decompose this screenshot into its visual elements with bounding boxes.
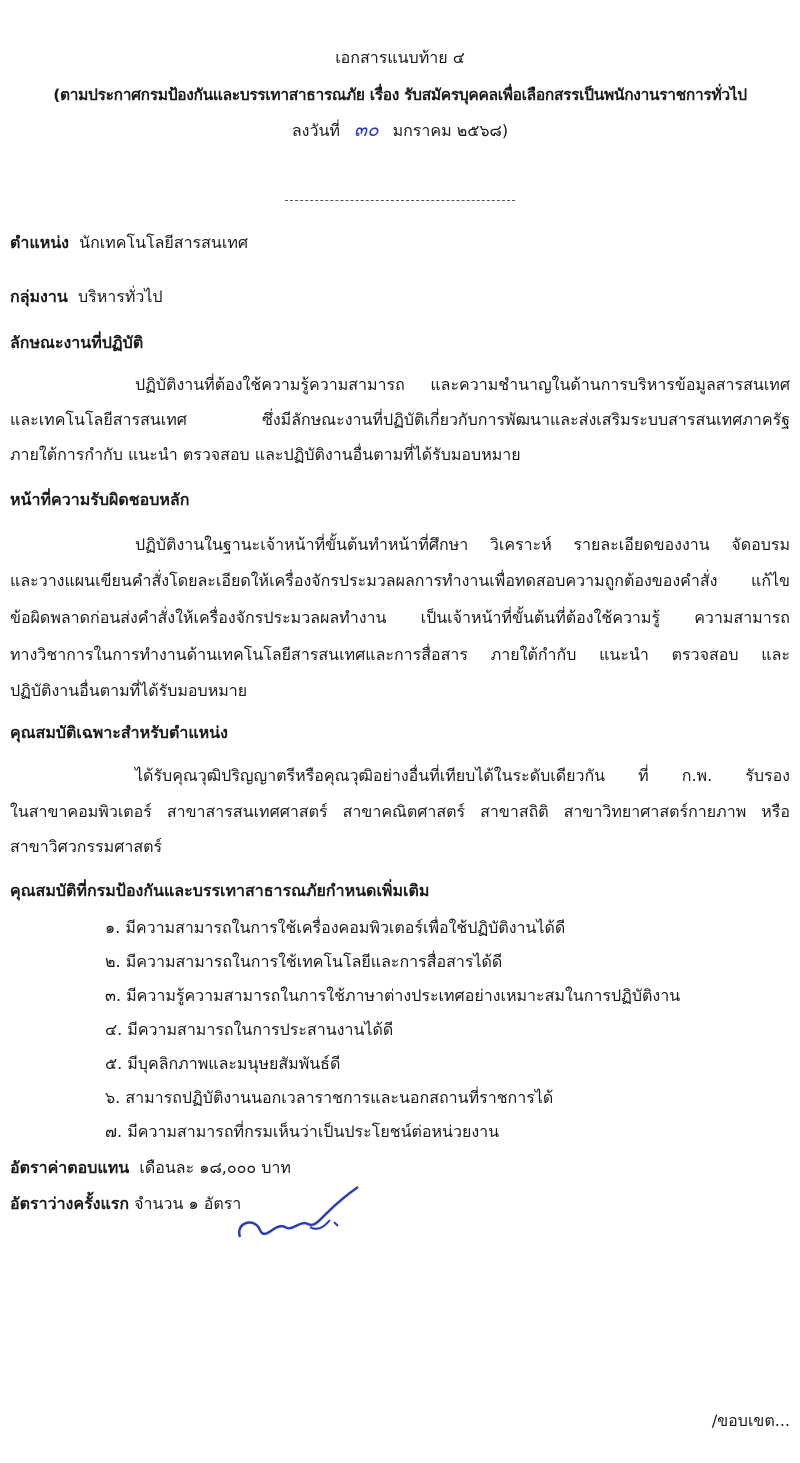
list-item: ๗. มีความสามารถที่กรมเห็นว่าเป็นประโยชน์ต่อหน่วยงาน — [105, 1122, 500, 1141]
duties-line: ทางวิชาการในการทำงานด้านเทคโนโลยีสารสนเทศและการสื่อสาร ภายใต้กำกับ แนะนำ ตรวจสอบ และ — [10, 645, 790, 664]
list-item: ๔. มีความสามารถในการประสานงานได้ดี — [105, 1020, 394, 1039]
duties-line: และวางแผนเขียนคำสั่งโดยละเอียดให้เครื่องจักรประมวลผลการทำงานเพื่อทดสอบความถูกต้องของคำสั่ง แก้ไข — [10, 571, 790, 590]
doc-subtitle: (ตามประกาศกรมป้องกันและบรรเทาสาธารณภัย เรื่อง รับสมัครบุคคลเพื่อเลือกสรรเป็นพนักงานราชการทั่วไป — [53, 86, 747, 104]
duties-line: ปฏิบัติงานในฐานะเจ้าหน้าที่ขั้นต้นทำหน้าที่ศึกษา วิเคราะห์ รายละเอียดของงาน จัดอบรม — [135, 535, 790, 554]
vacancy-label: อัตราว่างครั้งแรก — [10, 1194, 130, 1213]
salary-value: เดือนละ ๑๘,๐๐๐ บาท — [139, 1158, 291, 1177]
nature-line: ปฏิบัติงานที่ต้องใช้ความรู้ความสามารถ และความชำนาญในด้านการบริหารข้อมูลสารสนเทศ — [135, 375, 790, 394]
nature-heading: ลักษณะงานที่ปฏิบัติ — [10, 333, 144, 352]
nature-line: ภายใต้การกำกับ แนะนำ ตรวจสอบ และปฏิบัติงานอื่นตามที่ได้รับมอบหมาย — [10, 445, 521, 464]
divider — [285, 200, 515, 201]
group-value: บริหารทั่วไป — [77, 287, 163, 306]
continue-text: /ขอบเขต... — [711, 1411, 790, 1430]
qualifications-line: ได้รับคุณวุฒิปริญญาตรีหรือคุณวุฒิอย่างอื่นที่เทียบได้ในระดับเดียวกัน ที่ ก.พ. รับรอง — [135, 766, 790, 785]
position-label: ตำแหน่ง — [10, 233, 69, 252]
group-label: กลุ่มงาน — [10, 287, 68, 306]
signature — [230, 1182, 370, 1252]
duties-line: ข้อผิดพลาดก่อนส่งคำสั่งให้เครื่องจักรประมวลผลทำงาน เป็นเจ้าหน้าที่ขั้นต้นที่ต้องใช้ความรู้ ความสามารถ — [10, 608, 790, 627]
list-item: ๕. มีบุคลิกภาพและมนุษยสัมพันธ์ดี — [105, 1054, 341, 1073]
date-suffix: มกราคม ๒๕๖๘) — [392, 121, 509, 140]
position-line — [10, 232, 790, 254]
doc-title: เอกสารแนบท้าย ๔ — [335, 48, 465, 67]
list-item: ๑. มีความสามารถในการใช้เครื่องคอมพิวเตอร์เพื่อใช้ปฏิบัติงานได้ดี — [105, 918, 566, 937]
group-line — [10, 286, 790, 308]
list-item: ๖. สามารถปฏิบัติงานนอกเวลาราชการและนอกสถานที่ราชการได้ — [105, 1088, 554, 1107]
nature-line: และเทคโนโลยีสารสนเทศ ซึ่งมีลักษณะงานที่ปฏิบัติเกี่ยวกับการพัฒนาและส่งเสริมระบบสารสนเทศภาครัฐ — [10, 410, 790, 429]
list-item: ๓. มีความรู้ความสามารถในการใช้ภาษาต่างประเทศอย่างเหมาะสมในการปฏิบัติงาน — [105, 986, 681, 1005]
duties-heading: หน้าที่ความรับผิดชอบหลัก — [10, 490, 190, 509]
qualifications-line: สาขาวิศวกรรมศาสตร์ — [10, 837, 163, 856]
vacancy-line — [10, 1193, 790, 1215]
vacancy-value: จำนวน ๑ อัตรา — [134, 1194, 242, 1213]
list-item: ๒. มีความสามารถในการใช้เทคโนโลยีและการสื่อสารได้ดี — [105, 952, 503, 971]
handwritten-day: ๓๐ — [353, 119, 379, 141]
duties-line: ปฏิบัติงานอื่นตามที่ได้รับมอบหมาย — [10, 681, 248, 700]
salary-label: อัตราค่าตอบแทน — [10, 1158, 130, 1177]
qualifications-line: ในสาขาคอมพิวเตอร์ สาขาสารสนเทศศาสตร์ สาขาคณิตศาสตร์ สาขาสถิติ สาขาวิทยาศาสตร์กายภาพ หรือ — [10, 802, 790, 821]
salary-line — [10, 1157, 790, 1179]
position-value: นักเทคโนโลยีสารสนเทศ — [79, 233, 249, 252]
date-prefix: ลงวันที่ — [291, 121, 340, 140]
doc-date — [10, 119, 790, 142]
qualifications-heading: คุณสมบัติเฉพาะสำหรับตำแหน่ง — [10, 723, 228, 742]
additional-heading: คุณสมบัติที่กรมป้องกันและบรรเทาสาธารณภัยกำหนดเพิ่มเติม — [10, 881, 430, 900]
